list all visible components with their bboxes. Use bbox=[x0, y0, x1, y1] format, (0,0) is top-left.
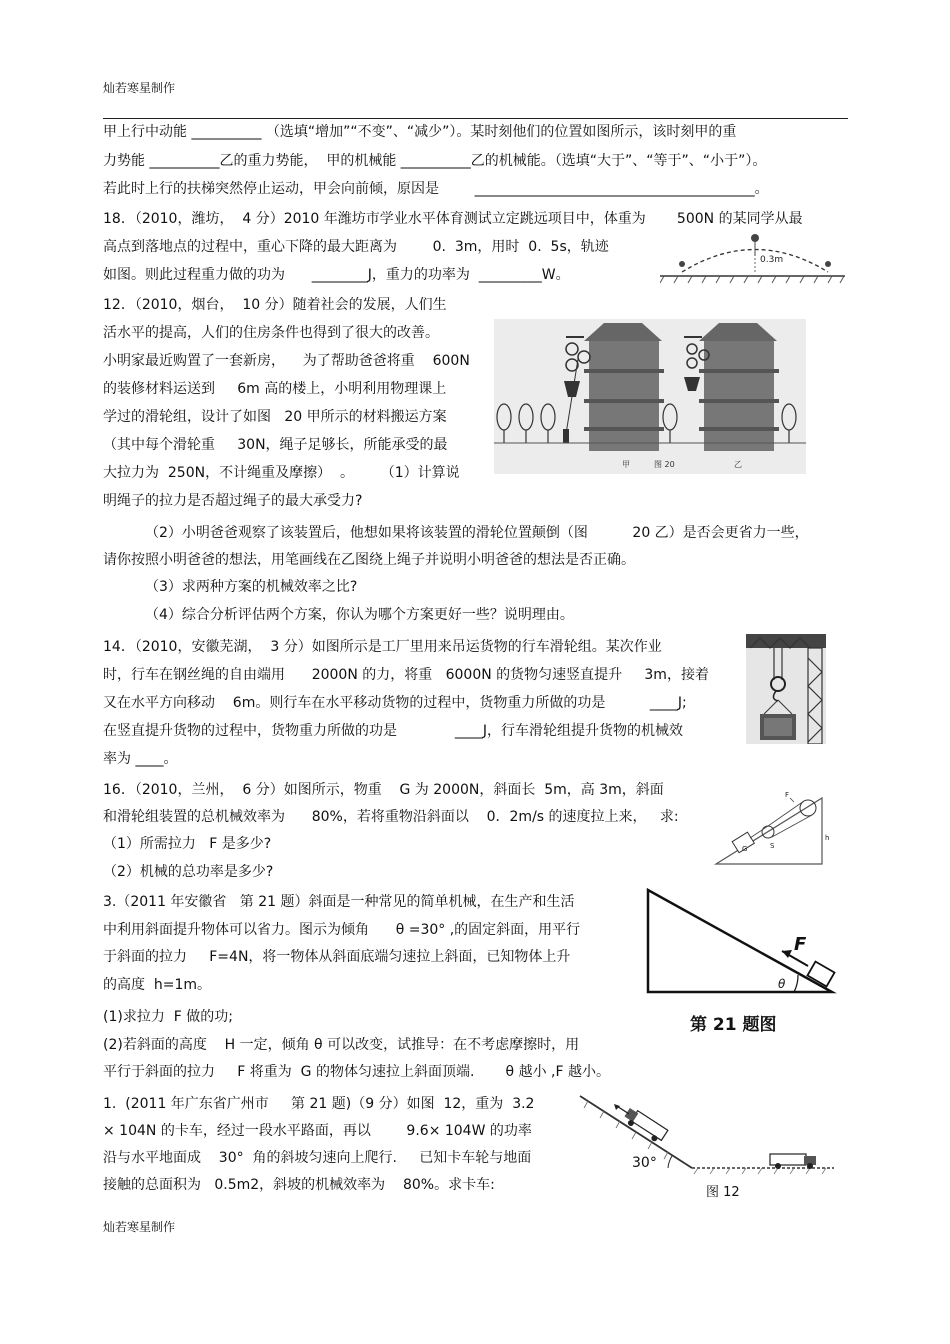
text-line: 若此时上行的扶梯突然停止运动，甲会向前倾，原因是 ________________________________________。 bbox=[103, 181, 769, 197]
q12-line: （其中每个滑轮重 30N，绳子足够长，所能承受的最 bbox=[103, 437, 448, 453]
q14-line: 又在水平方向移动 6m。则行车在水平移动货物的过程中，货物重力所做的功是 ____J; bbox=[103, 695, 687, 711]
q3-line: 平行于斜面的拉力 F 将重为 G 的物体匀速拉上斜面顶端. θ 越小 ,F 越小。 bbox=[103, 1064, 610, 1080]
jump-trajectory-figure bbox=[660, 232, 845, 286]
q12-line: 活水平的提高，人们的住房条件也得到了很大的改善。 bbox=[103, 325, 439, 341]
q1-line: × 104N 的卡车，经过一段水平路面，再以 9.6× 104W 的功率 bbox=[103, 1123, 532, 1139]
q16-line: （1）所需拉力 F 是多少? bbox=[103, 836, 272, 852]
footer-watermark: 灿若寒星制作 bbox=[103, 1220, 176, 1234]
q14-line: 率为 ____。 bbox=[103, 751, 178, 767]
jump-height-label: 0.3m bbox=[760, 255, 784, 265]
q3-line: 中利用斜面提升物体可以省力。图示为倾角 θ =30° ,的固定斜面，用平行 bbox=[103, 922, 581, 938]
q16-line: （2）机械的总功率是多少? bbox=[103, 864, 274, 880]
header-watermark: 灿若寒星制作 bbox=[103, 81, 176, 95]
q12-subquestion: （4）综合分析评估两个方案，你认为哪个方案更好一些？说明理由。 bbox=[145, 607, 574, 623]
q12-line: 12．（2010，烟台， 10 分）随着社会的发展，人们生 bbox=[103, 297, 447, 313]
figure-caption: 图 12 bbox=[706, 1185, 740, 1200]
q16-line: 和滑轮组装置的总机械效率为 80%，若将重物沿斜面以 0．2m/s 的速度拉上来， 求: bbox=[103, 809, 679, 825]
q1-line: 接触的总面积为 0.5m2，斜坡的机械效率为 80%。求卡车: bbox=[103, 1177, 495, 1193]
q12-subquestion: （3）求两种方案的机械效率之比? bbox=[145, 579, 358, 595]
incline-pulley-figure bbox=[710, 788, 832, 870]
q12-line: 大拉力为 250N，不计绳重及摩擦） 。 （1）计算说 bbox=[103, 465, 460, 481]
q12-line: 学过的滑轮组，设计了如图 20 甲所示的材料搬运方案 bbox=[103, 409, 447, 425]
figure-caption-number: 图 20 bbox=[654, 460, 675, 469]
q12-line: 小明家最近购置了一套新房， 为了帮助爸爸将重 600N bbox=[103, 353, 470, 369]
angle-label: 30° bbox=[632, 1155, 657, 1171]
text-line: 力势能 __________乙的重力势能， 甲的机械能 __________乙的机械能。（选填“大于”、“等于”、“小于”）。 bbox=[103, 153, 767, 169]
q18-line: 高点到落地点的过程中，重心下降的最大距离为 0. 3m，用时 0. 5s，轨迹 bbox=[103, 239, 609, 255]
q3-line: 于斜面的拉力 F=4N，将一物体从斜面底端匀速拉上斜面，已知物体上升 bbox=[103, 949, 571, 965]
figure-caption-right: 乙 bbox=[734, 460, 742, 469]
q12-line: 的装修材料运送到 6m 高的楼上，小明利用物理课上 bbox=[103, 381, 447, 397]
crane-figure bbox=[746, 634, 826, 744]
q14-line: 14．（2010，安徽芜湖， 3 分）如图所示是工厂里用来吊运货物的行车滑轮组。某次作业 bbox=[103, 639, 662, 655]
height-label: h bbox=[825, 834, 830, 842]
q3-line: 的高度 h=1m。 bbox=[103, 977, 212, 993]
slope-length-label: S bbox=[770, 842, 775, 850]
force-label: F bbox=[785, 791, 790, 799]
q12-line: 明绳子的拉力是否超过绳子的最大承受力? bbox=[103, 493, 363, 509]
buildings-pulley-figure bbox=[494, 319, 806, 474]
header-rule bbox=[103, 118, 848, 119]
angle-label: θ bbox=[778, 977, 786, 991]
weight-label: G bbox=[742, 845, 748, 853]
text-line: 甲上行中动能 __________ （选填“增加”“不变”、“减少”）。某时刻他们的位置如图所示，该时刻甲的重 bbox=[103, 124, 737, 140]
q1-line: 沿与水平地面成 30° 角的斜坡匀速向上爬行. 已知卡车轮与地面 bbox=[103, 1150, 532, 1166]
q14-line: 在竖直提升货物的过程中，货物重力所做的功是 ____J，行车滑轮组提升货物的机械效 bbox=[103, 723, 683, 739]
q18-line: 18．（2010，潍坊， 4 分）2010 年潍坊市学业水平体育测试立定跳远项目中，体重为 500N 的某同学从最 bbox=[103, 211, 803, 227]
figure-caption-left: 甲 bbox=[622, 460, 630, 469]
incline-21-figure bbox=[642, 884, 842, 1036]
q3-line: 3.（2011 年安徽省 第 21 题）斜面是一种常见的简单机械，在生产和生活 bbox=[103, 894, 575, 910]
q3-line: (1)求拉力 F 做的功; bbox=[103, 1009, 233, 1025]
q14-line: 时，行车在钢丝绳的自由端用 2000N 的力，将重 6000N 的货物匀速竖直提升 3m，接着 bbox=[103, 667, 709, 683]
q3-line: (2)若斜面的高度 H 一定，倾角 θ 可以改变，试推导：在不考虑摩擦时，用 bbox=[103, 1037, 580, 1053]
q18-line: 如图。则此过程重力做的功为 ________J，重力的功率为 _________W。 bbox=[103, 267, 570, 283]
force-label: F bbox=[794, 934, 807, 955]
q12-subquestion: 请你按照小明爸爸的想法，用笔画线在乙图绕上绳子并说明小明爸爸的想法是否正确。 bbox=[103, 552, 635, 568]
truck-slope-figure bbox=[574, 1090, 836, 1202]
figure-caption: 第 21 题图 bbox=[690, 1015, 777, 1035]
q1-line: 1. (2011 年广东省广州市 第 21 题)（9 分）如图 12，重为 3.2 bbox=[103, 1096, 535, 1112]
q16-line: 16．（2010，兰州， 6 分）如图所示，物重 G 为 2000N，斜面长 5m，高 3m，斜面 bbox=[103, 782, 664, 798]
q12-subquestion: （2）小明爸爸观察了该装置后，他想如果将该装置的滑轮位置颠倒（图 20 乙）是否会更省力一些， bbox=[145, 525, 809, 541]
